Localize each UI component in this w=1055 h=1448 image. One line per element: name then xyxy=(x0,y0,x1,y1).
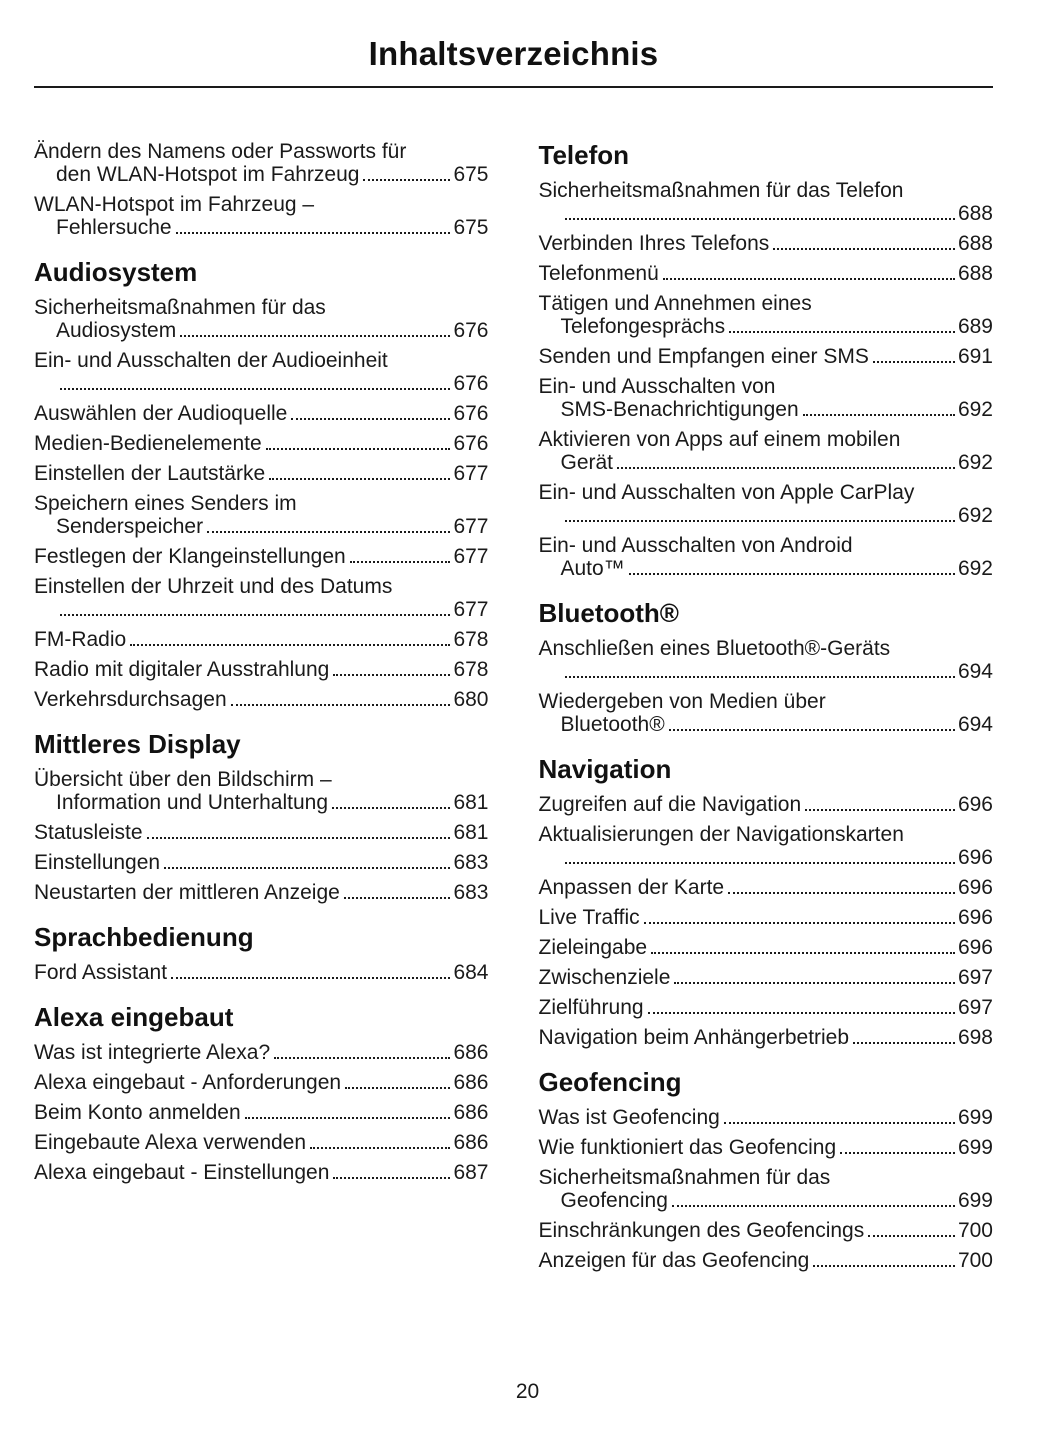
toc-entry-text: Ein- und Ausschalten von xyxy=(538,375,776,398)
toc-entry xyxy=(539,906,994,929)
toc-entry-text: Verbinden Ihres Telefons xyxy=(538,232,770,255)
toc-entry-text: Anzeigen für das Geofencing xyxy=(538,1249,810,1272)
toc-section xyxy=(34,922,489,984)
dot-leader xyxy=(669,724,955,731)
dot-leader xyxy=(729,326,955,333)
toc-entry-page: 692 xyxy=(957,504,993,527)
dot-leader xyxy=(873,356,955,363)
toc-entry-page: 683 xyxy=(453,881,489,904)
dot-leader xyxy=(773,243,955,250)
toc-line xyxy=(34,492,489,515)
toc-entry-page: 692 xyxy=(957,398,993,421)
toc-line xyxy=(34,349,489,372)
dot-leader xyxy=(274,1052,450,1059)
toc-line xyxy=(539,262,994,285)
toc-entry-text: Auswählen der Audioquelle xyxy=(34,402,288,425)
toc-section-heading: Telefon xyxy=(538,140,630,170)
toc-line xyxy=(539,876,994,899)
toc-entry xyxy=(34,140,489,186)
toc-entry-page: 699 xyxy=(957,1106,993,1129)
toc-entry-text: Zugreifen auf die Navigation xyxy=(538,793,802,816)
toc-entry xyxy=(34,961,489,984)
toc-entry xyxy=(34,545,489,568)
toc-entry-page: 700 xyxy=(957,1219,993,1242)
toc-line xyxy=(34,791,489,814)
toc-line xyxy=(539,179,994,202)
toc-line xyxy=(539,202,994,225)
toc-entry-text: Live Traffic xyxy=(538,906,640,929)
toc-entry-page: 683 xyxy=(453,851,489,874)
dot-leader xyxy=(868,1230,955,1237)
toc-line xyxy=(539,936,994,959)
toc-line xyxy=(34,462,489,485)
dot-leader xyxy=(245,1112,451,1119)
toc-section-heading: Navigation xyxy=(538,754,672,784)
toc-entry-text: Tätigen und Annehmen eines xyxy=(538,292,812,315)
toc-section-heading: Audiosystem xyxy=(34,257,198,287)
toc-entry xyxy=(34,688,489,711)
toc-entry xyxy=(539,345,994,368)
toc-line xyxy=(539,1166,994,1189)
toc-entry-page: 686 xyxy=(453,1041,489,1064)
toc-entry-page: 697 xyxy=(957,966,993,989)
toc-line xyxy=(34,1101,489,1124)
toc-entry xyxy=(539,481,994,527)
toc-columns xyxy=(34,140,993,1279)
toc-section xyxy=(539,598,994,736)
dot-leader xyxy=(60,609,450,616)
toc-entry xyxy=(539,1166,994,1212)
dot-leader xyxy=(813,1260,955,1267)
toc-entry-text: Wiedergeben von Medien über xyxy=(538,690,826,713)
dot-leader xyxy=(207,526,450,533)
title-divider xyxy=(34,86,993,88)
dot-leader xyxy=(724,1117,955,1124)
toc-entry-text: Einstellen der Lautstärke xyxy=(34,462,266,485)
toc-entry xyxy=(539,232,994,255)
toc-section-heading: Sprachbedienung xyxy=(34,922,254,952)
dot-leader xyxy=(663,273,955,280)
toc-entry-page: 686 xyxy=(453,1071,489,1094)
toc-line xyxy=(539,1219,994,1242)
toc-line xyxy=(539,375,994,398)
toc-entry-text: Neustarten der mittleren Anzeige xyxy=(34,881,340,904)
toc-entry xyxy=(34,851,489,874)
toc-entry-text: den WLAN-Hotspot im Fahrzeug xyxy=(56,163,360,186)
toc-entry xyxy=(539,428,994,474)
toc-section-heading: Geofencing xyxy=(538,1067,682,1097)
toc-entry-text: Zieleingabe xyxy=(538,936,648,959)
toc-entry-text: Ändern des Namens oder Passworts für xyxy=(34,140,407,163)
toc-entry-text: Statusleiste xyxy=(34,821,143,844)
toc-entry-text: Ein- und Ausschalten von Apple CarPlay xyxy=(538,481,915,504)
toc-entry-page: 696 xyxy=(957,846,993,869)
toc-entry-page: 676 xyxy=(453,432,489,455)
toc-entry-text: Aktivieren von Apps auf einem mobilen xyxy=(538,428,901,451)
toc-entry-page: 675 xyxy=(453,163,489,186)
dot-leader xyxy=(60,383,450,390)
toc-entry-page: 688 xyxy=(957,202,993,225)
toc-entry-page: 678 xyxy=(453,658,489,681)
toc-entry-text: FM-Radio xyxy=(34,628,127,651)
toc-entry-text: Sicherheitsmaßnahmen für das Telefon xyxy=(538,179,904,202)
toc-entry-page: 696 xyxy=(957,906,993,929)
toc-line xyxy=(34,193,489,216)
dot-leader xyxy=(333,1172,450,1179)
toc-entry-page: 700 xyxy=(957,1249,993,1272)
toc-entry-text: Sicherheitsmaßnahmen für das xyxy=(34,296,326,319)
toc-entry xyxy=(539,292,994,338)
toc-entry-page: 677 xyxy=(453,598,489,621)
toc-entry-page: 675 xyxy=(453,216,489,239)
toc-line xyxy=(34,821,489,844)
toc-section xyxy=(34,257,489,711)
toc-line xyxy=(539,481,994,504)
toc-entry-page: 677 xyxy=(453,515,489,538)
toc-entry-text: Übersicht über den Bildschirm – xyxy=(34,768,332,791)
toc-entry-text: Information und Unterhaltung xyxy=(56,791,329,814)
toc-line xyxy=(539,451,994,474)
toc-line xyxy=(34,1161,489,1184)
toc-line xyxy=(34,545,489,568)
dot-leader xyxy=(350,556,451,563)
toc-entry-text: Anpassen der Karte xyxy=(538,876,725,899)
toc-line xyxy=(34,1041,489,1064)
toc-entry xyxy=(539,1219,994,1242)
toc-line xyxy=(539,315,994,338)
toc-line xyxy=(539,996,994,1019)
toc-entry-page: 676 xyxy=(453,372,489,395)
toc-line xyxy=(34,1131,489,1154)
toc-line xyxy=(34,575,489,598)
toc-entry-page: 699 xyxy=(957,1189,993,1212)
toc-entry-page: 691 xyxy=(957,345,993,368)
toc-entry xyxy=(34,881,489,904)
dot-leader xyxy=(231,699,451,706)
toc-line xyxy=(34,372,489,395)
toc-line xyxy=(539,557,994,580)
toc-entry-text: Beim Konto anmelden xyxy=(34,1101,241,1124)
toc-line xyxy=(34,598,489,621)
toc-entry-text: Auto™ xyxy=(560,557,625,580)
dot-leader xyxy=(565,671,955,678)
toc-entry-text: Einstellungen xyxy=(34,851,161,874)
toc-entry-text: Was ist integrierte Alexa? xyxy=(34,1041,271,1064)
toc-entry-text: SMS-Benachrichtigungen xyxy=(560,398,799,421)
toc-line xyxy=(539,292,994,315)
dot-leader xyxy=(164,862,450,869)
toc-entry-text: Sicherheitsmaßnahmen für das xyxy=(538,1166,831,1189)
toc-entry-page: 688 xyxy=(957,262,993,285)
toc-entry-text: Anschließen eines Bluetooth®-Geräts xyxy=(538,637,891,660)
toc-line xyxy=(539,846,994,869)
dot-leader xyxy=(332,802,450,809)
toc-entry xyxy=(539,996,994,1019)
toc-section xyxy=(539,140,994,580)
toc-line xyxy=(34,216,489,239)
toc-entry xyxy=(539,1249,994,1272)
toc-entry xyxy=(34,1041,489,1064)
toc-entry xyxy=(539,823,994,869)
toc-entry-page: 696 xyxy=(957,876,993,899)
toc-entry-text: Audiosystem xyxy=(56,319,177,342)
dot-leader xyxy=(565,857,955,864)
dot-leader xyxy=(651,947,955,954)
dot-leader xyxy=(176,227,451,234)
toc-line xyxy=(539,504,994,527)
toc-line xyxy=(539,345,994,368)
dot-leader xyxy=(345,1082,450,1089)
toc-section xyxy=(34,140,489,239)
toc-entry-page: 696 xyxy=(957,936,993,959)
toc-entry-text: Bluetooth® xyxy=(560,713,665,736)
toc-entry-page: 694 xyxy=(957,660,993,683)
toc-entry-text: Aktualisierungen der Navigationskarten xyxy=(538,823,904,846)
dot-leader xyxy=(266,443,451,450)
toc-entry xyxy=(34,1101,489,1124)
toc-entry xyxy=(34,492,489,538)
dot-leader xyxy=(291,413,450,420)
toc-entry xyxy=(34,1161,489,1184)
toc-entry-text: Alexa eingebaut - Einstellungen xyxy=(34,1161,330,1184)
toc-entry-text: Telefonmenü xyxy=(538,262,659,285)
toc-entry-text: Zwischenziele xyxy=(538,966,671,989)
toc-entry xyxy=(539,966,994,989)
toc-entry xyxy=(539,1136,994,1159)
toc-line xyxy=(539,1136,994,1159)
toc-entry xyxy=(539,637,994,683)
toc-entry xyxy=(34,1071,489,1094)
toc-entry xyxy=(539,262,994,285)
dot-leader xyxy=(644,917,955,924)
toc-entry xyxy=(539,1026,994,1049)
toc-line xyxy=(34,163,489,186)
toc-entry-text: Ein- und Ausschalten der Audioeinheit xyxy=(34,349,388,372)
dot-leader xyxy=(805,804,955,811)
toc-entry-page: 699 xyxy=(957,1136,993,1159)
toc-entry-page: 678 xyxy=(453,628,489,651)
toc-entry-text: Ein- und Ausschalten von Android xyxy=(538,534,853,557)
toc-entry-page: 694 xyxy=(957,713,993,736)
toc-entry-text: Geofencing xyxy=(560,1189,668,1212)
toc-line xyxy=(34,688,489,711)
toc-line xyxy=(34,1071,489,1094)
dot-leader xyxy=(728,887,955,894)
dot-leader xyxy=(617,462,955,469)
dot-leader xyxy=(147,832,451,839)
toc-line xyxy=(34,658,489,681)
toc-entry-text: Telefongesprächs xyxy=(560,315,726,338)
toc-line xyxy=(539,232,994,255)
toc-entry-text: Einschränkungen des Geofencings xyxy=(538,1219,865,1242)
dot-leader xyxy=(171,972,450,979)
toc-entry xyxy=(34,575,489,621)
toc-line xyxy=(34,961,489,984)
toc-line xyxy=(539,906,994,929)
toc-section xyxy=(539,1067,994,1272)
toc-entry-text: Speichern eines Senders im xyxy=(34,492,297,515)
toc-entry-page: 680 xyxy=(453,688,489,711)
toc-entry xyxy=(34,402,489,425)
toc-entry xyxy=(34,462,489,485)
toc-entry-page: 684 xyxy=(453,961,489,984)
toc-entry-text: Eingebaute Alexa verwenden xyxy=(34,1131,307,1154)
page-title: Inhaltsverzeichnis xyxy=(368,35,659,72)
toc-entry-page: 686 xyxy=(453,1101,489,1124)
dot-leader xyxy=(629,568,955,575)
toc-entry-page: 681 xyxy=(453,791,489,814)
toc-entry xyxy=(34,768,489,814)
toc-entry-page: 676 xyxy=(453,402,489,425)
toc-entry-text: Wie funktioniert das Geofencing xyxy=(538,1136,837,1159)
dot-leader xyxy=(803,409,955,416)
toc-entry-page: 676 xyxy=(453,319,489,342)
toc-line xyxy=(34,881,489,904)
toc-line xyxy=(539,1249,994,1272)
toc-entry-page: 697 xyxy=(957,996,993,1019)
toc-line xyxy=(34,768,489,791)
toc-entry-text: Festlegen der Klangeinstellungen xyxy=(34,545,346,568)
dot-leader xyxy=(565,213,955,220)
toc-entry-text: Was ist Geofencing xyxy=(538,1106,720,1129)
toc-entry-text: Gerät xyxy=(560,451,614,474)
toc-section xyxy=(34,1002,489,1184)
toc-entry xyxy=(34,349,489,395)
dot-leader xyxy=(853,1037,955,1044)
toc-entry-page: 696 xyxy=(957,793,993,816)
toc-section-heading: Alexa eingebaut xyxy=(34,1002,234,1032)
dot-leader xyxy=(363,174,450,181)
toc-line xyxy=(34,319,489,342)
toc-entry xyxy=(539,876,994,899)
toc-column-left xyxy=(34,140,489,1279)
toc-entry-page: 688 xyxy=(957,232,993,255)
toc-line xyxy=(539,1026,994,1049)
dot-leader xyxy=(344,892,451,899)
toc-entry-page: 698 xyxy=(957,1026,993,1049)
dot-leader xyxy=(565,515,955,522)
toc-entry xyxy=(539,534,994,580)
toc-entry-text: Senden und Empfangen einer SMS xyxy=(538,345,869,368)
dot-leader xyxy=(674,977,955,984)
toc-entry xyxy=(34,628,489,651)
toc-line xyxy=(34,402,489,425)
toc-section-heading: Mittleres Display xyxy=(34,729,241,759)
dot-leader xyxy=(672,1200,955,1207)
toc-entry xyxy=(539,179,994,225)
toc-entry-page: 686 xyxy=(453,1131,489,1154)
toc-line xyxy=(34,851,489,874)
toc-line xyxy=(539,428,994,451)
toc-entry-text: Zielführung xyxy=(538,996,644,1019)
toc-entry-text: Einstellen der Uhrzeit und des Datums xyxy=(34,575,393,598)
toc-line xyxy=(539,823,994,846)
toc-entry-text: Medien-Bedienelemente xyxy=(34,432,262,455)
page-number: 20 xyxy=(515,1380,540,1403)
toc-entry xyxy=(539,793,994,816)
toc-line xyxy=(539,1189,994,1212)
toc-entry-text: WLAN-Hotspot im Fahrzeug – xyxy=(34,193,315,216)
toc-entry-text: Ford Assistant xyxy=(34,961,168,984)
toc-line xyxy=(539,1106,994,1129)
toc-entry xyxy=(34,193,489,239)
toc-entry-text: Alexa eingebaut - Anforderungen xyxy=(34,1071,342,1094)
toc-entry-page: 692 xyxy=(957,451,993,474)
toc-entry-text: Senderspeicher xyxy=(56,515,204,538)
toc-line xyxy=(539,637,994,660)
toc-line xyxy=(34,296,489,319)
toc-line xyxy=(34,515,489,538)
toc-entry xyxy=(539,936,994,959)
toc-line xyxy=(539,713,994,736)
toc-entry-text: Radio mit digitaler Ausstrahlung xyxy=(34,658,330,681)
toc-entry xyxy=(539,375,994,421)
toc-line xyxy=(539,793,994,816)
toc-entry xyxy=(34,1131,489,1154)
toc-line xyxy=(539,660,994,683)
toc-line xyxy=(539,398,994,421)
toc-entry-page: 677 xyxy=(453,462,489,485)
toc-section xyxy=(34,729,489,904)
toc-entry-page: 677 xyxy=(453,545,489,568)
toc-entry-page: 689 xyxy=(957,315,993,338)
dot-leader xyxy=(310,1142,450,1149)
toc-entry xyxy=(34,821,489,844)
toc-entry xyxy=(34,658,489,681)
toc-section xyxy=(539,754,994,1049)
toc-line xyxy=(539,690,994,713)
dot-leader xyxy=(130,639,450,646)
toc-line xyxy=(34,432,489,455)
toc-entry-page: 681 xyxy=(453,821,489,844)
toc-entry-page: 687 xyxy=(453,1161,489,1184)
toc-entry xyxy=(539,690,994,736)
dot-leader xyxy=(840,1147,955,1154)
toc-entry xyxy=(34,432,489,455)
dot-leader xyxy=(269,473,450,480)
toc-entry xyxy=(539,1106,994,1129)
toc-line xyxy=(34,140,489,163)
toc-line xyxy=(539,966,994,989)
dot-leader xyxy=(333,669,450,676)
toc-line xyxy=(34,628,489,651)
dot-leader xyxy=(648,1007,955,1014)
toc-column-right xyxy=(539,140,994,1279)
toc-entry-page: 692 xyxy=(957,557,993,580)
dot-leader xyxy=(180,330,450,337)
toc-section-heading: Bluetooth® xyxy=(538,598,679,628)
toc-line xyxy=(539,534,994,557)
toc-entry-text: Fehlersuche xyxy=(56,216,172,239)
toc-entry-text: Navigation beim Anhängerbetrieb xyxy=(538,1026,850,1049)
toc-entry-text: Verkehrsdurchsagen xyxy=(34,688,227,711)
toc-entry xyxy=(34,296,489,342)
